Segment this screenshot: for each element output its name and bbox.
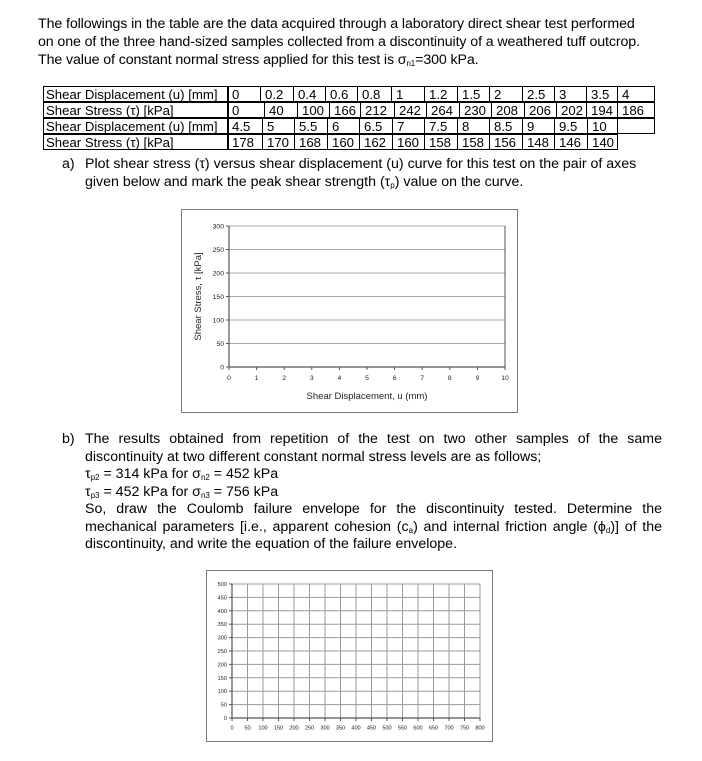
table-cell: 158 (424, 134, 458, 150)
table-cell: 3.5 (586, 86, 618, 102)
table-cell: 2.5 (522, 86, 555, 102)
table-cell: 186 (617, 102, 655, 118)
sigma-subscript: n1 (406, 59, 416, 68)
x-tick-label: 9 (475, 374, 480, 382)
phi-subscript: d (605, 525, 611, 535)
x-tick-label: 550 (397, 725, 408, 732)
y-tick-label: 0 (220, 364, 224, 372)
intro-line-3 (38, 51, 678, 69)
x-tick-label: 750 (459, 725, 470, 732)
shear-stress-vs-displacement-chart (181, 209, 518, 413)
table-cell: 7 (392, 118, 425, 134)
eq1-tau-sub: p2 (90, 473, 100, 482)
table-cell: 160 (392, 134, 425, 150)
eq2-sigma-sub: n3 (200, 490, 210, 500)
x-tick-label: 350 (335, 725, 346, 732)
question-a (62, 156, 662, 191)
eq2-end: = 756 kPa (209, 483, 279, 500)
intro-line-1: The followings in the table are the data acquired through a laboratory direct shear test performed (38, 16, 635, 32)
table-cell: 208 (491, 102, 525, 118)
y-tick-label: 500 (217, 581, 227, 588)
x-tick-label: 0 (227, 374, 231, 382)
table-cell: 5 (262, 118, 295, 134)
x-tick-label: 0 (230, 725, 234, 732)
table-cell: 194 (586, 102, 618, 118)
intro-line-3-suffix: =300 kPa. (415, 52, 479, 68)
tau-subscript: p (390, 180, 395, 190)
eq2-tau-sub: p3 (90, 490, 100, 500)
y-tick-label: 400 (217, 608, 227, 615)
table-cell: 1.5 (457, 86, 490, 102)
y-axis-label: Shear Stress, τ [kPa] (193, 252, 204, 341)
x-tick-label: 6 (392, 374, 397, 382)
x-tick-label: 4 (337, 374, 342, 382)
table-cell: 9 (522, 118, 555, 134)
row-label: Shear Displacement (u) [mm] (43, 118, 229, 134)
para2-part-a: So, draw the Coulomb failure envelope for the discontinuity tested. Determine the mechanical parameters [i.e., apparent cohesion (c (85, 501, 662, 535)
table-cell: 160 (327, 134, 360, 150)
cohesion-subscript: a (408, 525, 414, 535)
x-axis-label: Shear Displacement, u (mm) (306, 391, 428, 402)
table-cell: 100 (297, 102, 330, 118)
table-cell: 158 (457, 134, 490, 150)
table-cell: 168 (294, 134, 328, 150)
y-tick-label: 350 (217, 622, 227, 629)
table-cell: 2 (489, 86, 523, 102)
y-tick-label: 300 (217, 635, 227, 642)
question-a-line-2 (85, 174, 662, 192)
x-tick-label: 800 (475, 725, 485, 732)
table-cell: 166 (329, 102, 361, 118)
x-tick-label: 3 (309, 374, 314, 382)
table-cell: 6 (327, 118, 360, 134)
chart-2-svg (207, 571, 494, 743)
row-label: Shear Displacement (u) [mm] (43, 86, 229, 102)
problem-intro (38, 15, 678, 69)
row-label: Shear Stress (τ) [kPa] (43, 102, 229, 118)
eq1-sigma-sub: n2 (200, 473, 210, 482)
y-tick-label: 300 (212, 223, 224, 231)
x-tick-label: 500 (382, 725, 392, 732)
y-tick-label: 100 (217, 689, 227, 696)
x-tick-label: 5 (365, 374, 369, 382)
table-cell: 6.5 (359, 118, 393, 134)
y-tick-label: 250 (212, 246, 224, 254)
table-cell: 5.5 (294, 118, 328, 134)
table-cell: 162 (359, 134, 393, 150)
table-cell: 1 (391, 86, 425, 102)
x-tick-label: 2 (282, 374, 287, 382)
intro-line-2: on one of the three hand-sized samples collected from a discontinuity of a weathered tuff outcrop. (38, 34, 640, 50)
table-cell: 206 (524, 102, 557, 118)
y-tick-label: 200 (212, 270, 224, 278)
y-tick-label: 450 (217, 595, 227, 602)
y-tick-label: 250 (217, 648, 227, 655)
x-tick-label: 50 (244, 725, 251, 732)
x-tick-label: 700 (444, 725, 454, 732)
table-cell: 3 (554, 86, 587, 102)
table-cell: 0 (227, 86, 261, 102)
x-tick-label: 8 (447, 374, 452, 382)
x-tick-label: 450 (366, 725, 377, 732)
table-cell: 146 (554, 134, 588, 150)
table-cell: 242 (394, 102, 427, 118)
x-tick-label: 250 (304, 725, 315, 732)
equation-sample-2 (85, 466, 662, 484)
table-cell: 230 (459, 102, 492, 118)
table-cell: 7.5 (424, 118, 458, 134)
table-cell: 40 (264, 102, 298, 118)
table-cell: 156 (489, 134, 523, 150)
table-cell (617, 118, 655, 134)
y-tick-label: 50 (220, 702, 227, 709)
table-cell: 264 (426, 102, 460, 118)
table-cell: 202 (556, 102, 587, 118)
table-cell: 8.5 (489, 118, 523, 134)
para2-part-c: )] of the discontinuity, and write the equation of the failure envelope. (85, 518, 663, 552)
y-tick-label: 150 (212, 293, 224, 301)
x-tick-label: 100 (258, 725, 268, 732)
x-tick-label: 10 (501, 374, 509, 382)
equation-sample-3 (85, 484, 662, 502)
table-cell: 0.8 (357, 86, 392, 102)
table-cell: 0 (227, 102, 265, 118)
table-cell: 140 (587, 134, 618, 150)
table-cell: 10 (587, 118, 618, 134)
table-cell: 178 (227, 134, 263, 150)
table-cell: 212 (360, 102, 395, 118)
table-cell: 0.4 (293, 86, 326, 102)
eq2-tau: τ (85, 483, 91, 500)
x-tick-label: 150 (273, 725, 284, 732)
x-tick-label: 7 (420, 374, 425, 382)
para2-part-b: ) and internal friction angle (ϕ (413, 518, 606, 535)
row-label: Shear Stress (τ) [kPa] (43, 134, 229, 150)
chart-1-svg (182, 210, 519, 414)
y-tick-label: 150 (217, 675, 227, 682)
question-a-marker: a) (62, 156, 75, 172)
x-tick-label: 400 (351, 725, 361, 732)
y-tick-label: 200 (217, 662, 227, 669)
table-cell: 8 (457, 118, 490, 134)
question-b-paragraph-1: The results obtained from repetition of the test on two other samples of the same discontinuity at two different constant normal stress levels are as follows; (85, 431, 662, 465)
table-cell: 4.5 (227, 118, 263, 134)
table-cell: 1.2 (424, 86, 458, 102)
question-b (62, 431, 662, 554)
eq1-end: = 452 kPa (209, 466, 279, 482)
table-cell: 4 (617, 86, 655, 102)
question-b-marker: b) (62, 431, 75, 447)
question-a-line-1: Plot shear stress (τ) versus shear displacement (u) curve for this test on the pair of axes (85, 156, 637, 172)
question-b-paragraph-2 (85, 501, 662, 554)
question-a-line-2-prefix: given below and mark the peak shear strength (τ (85, 173, 391, 190)
x-tick-label: 300 (320, 725, 330, 732)
x-tick-label: 650 (428, 725, 439, 732)
coulomb-failure-envelope-chart (206, 570, 493, 742)
y-tick-label: 100 (212, 317, 224, 325)
eq1-mid: = 314 kPa for σ (99, 466, 201, 482)
table-cell: 9.5 (554, 118, 588, 134)
table-cell: 0.2 (260, 86, 294, 102)
table-cell: 170 (262, 134, 295, 150)
eq2-mid: = 452 kPa for σ (99, 483, 201, 500)
eq1-tau: τ (85, 466, 91, 482)
y-tick-label: 0 (223, 715, 227, 722)
y-tick-label: 50 (216, 340, 224, 348)
x-tick-label: 1 (254, 374, 259, 382)
question-a-line-2-suffix: ) value on the curve. (394, 173, 524, 190)
x-tick-label: 200 (289, 725, 299, 732)
intro-line-3-prefix: The value of constant normal stress applied for this test is σ (38, 52, 407, 68)
x-tick-label: 600 (413, 725, 423, 732)
table-cell: 148 (522, 134, 555, 150)
table-cell: 0.6 (325, 86, 358, 102)
